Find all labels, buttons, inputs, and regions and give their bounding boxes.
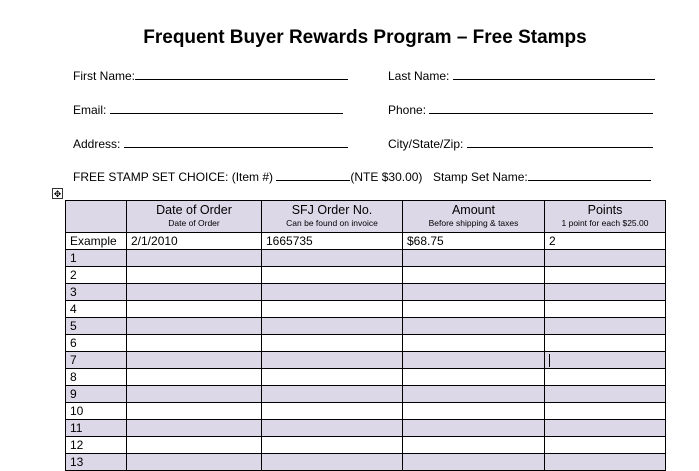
column-header-sfj-order-no	[262, 201, 403, 233]
row-number-cell: 6	[66, 335, 127, 352]
column-header-row-label	[66, 201, 127, 233]
phone-field[interactable]	[388, 102, 653, 117]
column-subtitle: Date of Order	[168, 218, 220, 228]
table-cell-date-of-order[interactable]	[127, 386, 262, 403]
city-state-zip-label: City/State/Zip:	[388, 137, 464, 151]
table-cell-points[interactable]	[545, 420, 666, 437]
email-line[interactable]	[110, 102, 343, 114]
table-cell-amount[interactable]	[403, 318, 545, 335]
phone-line[interactable]	[429, 102, 653, 114]
table-cell-date-of-order[interactable]	[127, 403, 262, 420]
row-number-cell: 9	[66, 386, 127, 403]
column-header-amount	[403, 201, 545, 233]
column-title: Date of Order	[156, 203, 232, 217]
table-cell-points[interactable]	[545, 318, 666, 335]
table-cell-date-of-order[interactable]	[127, 335, 262, 352]
table-row	[66, 284, 666, 301]
table-cell-date-of-order[interactable]	[127, 318, 262, 335]
table-cell-points[interactable]	[545, 301, 666, 318]
table-cell-sfj-order-no[interactable]	[262, 437, 403, 454]
column-title: Amount	[451, 203, 496, 217]
table-row	[66, 301, 666, 318]
column-title: SFJ Order No.	[291, 203, 373, 217]
table-cell-points[interactable]	[545, 403, 666, 420]
table-body	[66, 233, 666, 471]
table-cell-sfj-order-no[interactable]	[262, 386, 403, 403]
table-cell-sfj-order-no[interactable]	[262, 420, 403, 437]
table-cell-sfj-order-no[interactable]: 1665735	[262, 233, 403, 250]
table-cell-sfj-order-no[interactable]	[262, 301, 403, 318]
row-number-cell: 7	[66, 352, 127, 369]
row-number-cell: 10	[66, 403, 127, 420]
table-row	[66, 267, 666, 284]
row-number-cell: 12	[66, 437, 127, 454]
table-cell-sfj-order-no[interactable]	[262, 318, 403, 335]
table-cell-points[interactable]	[545, 352, 666, 369]
table-cell-points[interactable]	[545, 386, 666, 403]
table-cell-amount[interactable]	[403, 369, 545, 386]
table-cell-date-of-order[interactable]	[127, 437, 262, 454]
row-number-cell: 4	[66, 301, 127, 318]
table-cell-date-of-order[interactable]	[127, 250, 262, 267]
table-cell-amount[interactable]	[403, 386, 545, 403]
row-number-cell: 11	[66, 420, 127, 437]
column-title: Points	[587, 203, 623, 217]
table-cell-amount[interactable]	[403, 437, 545, 454]
table-cell-points[interactable]	[545, 284, 666, 301]
stamp-set-name-label: Stamp Set Name:	[433, 170, 528, 184]
table-cell-sfj-order-no[interactable]	[262, 284, 403, 301]
table-cell-sfj-order-no[interactable]	[262, 335, 403, 352]
table-row	[66, 352, 666, 369]
table-row	[66, 437, 666, 454]
table-move-handle-icon[interactable]: ✥	[53, 189, 62, 199]
table-cell-sfj-order-no[interactable]	[262, 352, 403, 369]
table-cell-points[interactable]	[545, 267, 666, 284]
first-name-label: First Name:	[73, 69, 136, 83]
table-cell-points[interactable]	[545, 250, 666, 267]
form-title: Frequent Buyer Rewards Program – Free Stamps	[143, 27, 587, 48]
phone-label: Phone:	[388, 103, 427, 117]
table-cell-amount[interactable]	[403, 454, 545, 471]
column-header-points	[545, 201, 666, 233]
row-number-cell: 3	[66, 284, 127, 301]
last-name-line[interactable]	[453, 68, 655, 80]
table-cell-points[interactable]	[545, 369, 666, 386]
column-subtitle: Before shipping & taxes	[428, 218, 519, 228]
table-cell-sfj-order-no[interactable]	[262, 250, 403, 267]
table-cell-amount[interactable]	[403, 250, 545, 267]
stamp-choice-label: FREE STAMP SET CHOICE: (Item #)	[73, 170, 274, 184]
table-cell-points[interactable]: 2	[545, 233, 666, 250]
first-name-field[interactable]	[73, 68, 348, 83]
stamp-set-name-line[interactable]	[528, 169, 651, 181]
table-cell-date-of-order[interactable]	[127, 284, 262, 301]
table-row	[66, 250, 666, 267]
table-cell-amount[interactable]	[403, 267, 545, 284]
nte-label: (NTE $30.00)	[350, 170, 423, 184]
table-cell-date-of-order[interactable]	[127, 352, 262, 369]
table-row	[66, 420, 666, 437]
first-name-line[interactable]	[135, 68, 348, 80]
table-row	[66, 403, 666, 420]
table-cell-points[interactable]	[545, 454, 666, 471]
table-cell-amount[interactable]	[403, 335, 545, 352]
column-subtitle: 1 point for each $25.00	[561, 218, 649, 228]
address-line[interactable]	[124, 136, 348, 148]
table-cell-sfj-order-no[interactable]	[262, 403, 403, 420]
last-name-field[interactable]	[388, 68, 655, 83]
row-number-cell: 1	[66, 250, 127, 267]
table-row	[66, 386, 666, 403]
table-row	[66, 335, 666, 352]
column-subtitle: Can be found on invoice	[286, 218, 378, 228]
last-name-label: Last Name:	[388, 69, 450, 83]
row-number-cell: 5	[66, 318, 127, 335]
city-state-zip-field[interactable]	[388, 136, 653, 151]
table-cell-date-of-order[interactable]	[127, 301, 262, 318]
table-cell-date-of-order[interactable]	[127, 267, 262, 284]
table-cell-amount[interactable]	[403, 420, 545, 437]
table-cell-amount[interactable]	[403, 403, 545, 420]
stamp-choice-field[interactable]	[73, 169, 422, 184]
row-number-cell: 8	[66, 369, 127, 386]
row-number-cell: 13	[66, 454, 127, 471]
row-number-cell: Example	[66, 233, 127, 250]
table-cell-amount[interactable]: $68.75	[403, 233, 545, 250]
email-label: Email:	[73, 103, 107, 117]
table-cell-amount[interactable]	[403, 352, 545, 369]
address-label: Address:	[73, 137, 121, 151]
table-cell-amount[interactable]	[403, 284, 545, 301]
row-number-cell: 2	[66, 267, 127, 284]
table-cell-date-of-order[interactable]	[127, 420, 262, 437]
email-field[interactable]	[73, 102, 343, 117]
table-cell-sfj-order-no[interactable]	[262, 369, 403, 386]
table-row	[66, 318, 666, 335]
text-cursor	[549, 354, 550, 367]
city-state-zip-line[interactable]	[467, 136, 653, 148]
table-cell-points[interactable]	[545, 437, 666, 454]
stamp-item-line[interactable]	[276, 169, 350, 181]
table-row	[66, 369, 666, 386]
table-row	[66, 233, 666, 250]
table-cell-date-of-order[interactable]	[127, 454, 262, 471]
stamp-set-name-field[interactable]	[433, 169, 651, 184]
table-header-row	[66, 201, 666, 233]
table-cell-points[interactable]	[545, 335, 666, 352]
table-cell-date-of-order[interactable]: 2/1/2010	[127, 233, 262, 250]
table-row	[66, 454, 666, 471]
table-cell-date-of-order[interactable]	[127, 369, 262, 386]
orders-table	[65, 200, 666, 471]
address-field[interactable]	[73, 136, 348, 151]
table-cell-amount[interactable]	[403, 301, 545, 318]
table-cell-sfj-order-no[interactable]	[262, 454, 403, 471]
column-header-date-of-order	[127, 201, 262, 233]
table-cell-sfj-order-no[interactable]	[262, 267, 403, 284]
